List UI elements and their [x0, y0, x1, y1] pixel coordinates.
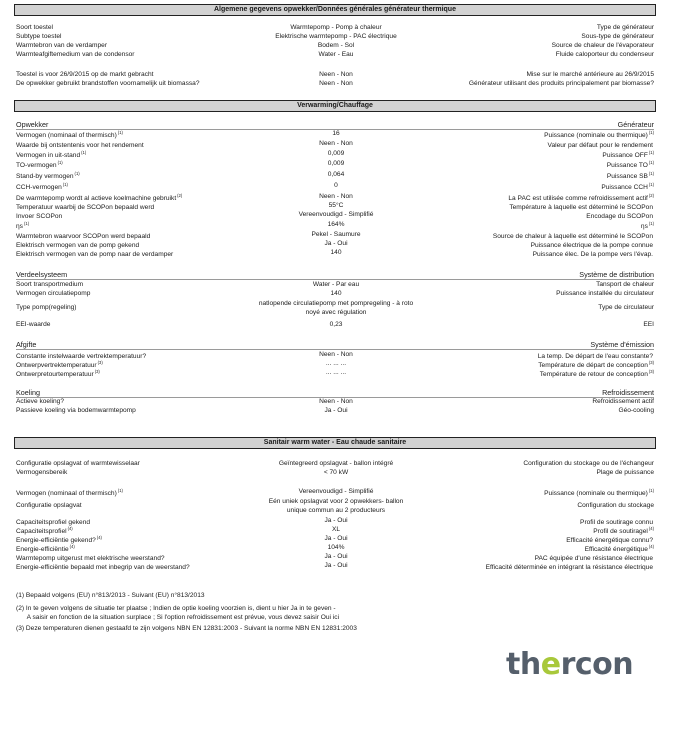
subsection-title-fr: Générateur — [617, 120, 654, 129]
label-fr: La temp. De départ de l'eau constante? — [537, 353, 653, 360]
label-nl: Configuratie opslagvat of warmtewisselaar — [16, 460, 140, 467]
opwekker-row — [16, 183, 654, 192]
section-header-dhw: Sanitair warm water - Eau chaude sanitaire — [14, 437, 656, 449]
afgifte-row — [16, 370, 654, 379]
subsection-title-nl: Verdeelsysteem — [16, 270, 68, 279]
footnote: (1) Bepaald volgens (EU) n°813/2013 - Suivant (EU) n°813/2013 — [16, 592, 205, 599]
opwekker-row — [16, 250, 654, 259]
value: Neen - Non — [319, 351, 353, 358]
subsection-title-fr: Système de distribution — [579, 270, 654, 279]
value: 16 — [332, 130, 340, 137]
value: Water - Par eau — [312, 281, 360, 288]
subsection-title-fr: Système d'émission — [590, 340, 654, 349]
label-nl: Configuratie opslagvat — [16, 502, 82, 509]
label-nl: Elektrisch vermogen van de pomp naar de verdamper — [16, 251, 174, 258]
label-fr: Puissance (nominale ou thermique)$^{(1)}$ — [544, 488, 654, 497]
subsection-title-fr: Refroidissement — [602, 388, 654, 397]
dhw-storage-row — [16, 498, 654, 516]
value: < 70 kW — [323, 469, 349, 476]
label-fr: Efficacité énergétique connu? — [566, 537, 653, 544]
label-nl: Vermogen (nominaal of thermisch)$^{(1)}$ — [16, 488, 123, 497]
value: Ja - Oui — [324, 240, 348, 247]
label-fr: Tansport de chaleur — [596, 281, 654, 288]
opwekker-row — [16, 172, 654, 181]
dhw-row — [16, 470, 654, 479]
pump-type-row — [16, 300, 654, 318]
label-nl: Vermogen in uit-stand$^{(1)}$ — [16, 150, 87, 159]
label-fr: Géo-cooling — [618, 407, 654, 414]
label-nl: Elektrisch vermogen van de pomp gekend — [16, 242, 140, 249]
label-nl: $\eta s^{(1)}$ — [16, 221, 30, 230]
value: Ja - Oui — [324, 407, 348, 414]
value: 0,009 — [327, 150, 345, 157]
label-fr: La PAC est utilisée comme refroidissement actif$^{(2)}$ — [508, 193, 654, 202]
value: 0,009 — [327, 160, 345, 167]
label-fr: Puissance SB$^{(1)}$ — [606, 171, 654, 180]
label-fr: Source de chaleur à laquelle est déterminé le SCOPon — [492, 233, 653, 240]
footnote: A saisir en fonction de la situation surplace ; Si l'option refroidissement est prévue, vous devez saisir Oui ici — [16, 614, 340, 621]
label-fr: Générateur utilisant des produits principalement par biomasse? — [468, 80, 654, 87]
value: ... ... ... — [325, 369, 347, 376]
label-nl: Ontwerpretourtemperatuur$^{(3)}$ — [16, 369, 100, 378]
label-nl: Constante instelwaarde vertrektemperatuur? — [16, 353, 147, 360]
label-nl: Invoer SCOPon — [16, 213, 63, 220]
value: ... ... ... — [325, 360, 347, 367]
value: Pekel - Saumure — [311, 231, 361, 238]
label-fr: Fluide caloporteur du condenseur — [555, 51, 654, 58]
subsection-title-nl: Opwekker — [16, 120, 49, 129]
label-nl: Subtype toestel — [16, 33, 62, 40]
value: XL — [331, 526, 341, 533]
label-nl: Vermogen (nominaal of thermisch)$^{(1)}$ — [16, 130, 123, 139]
section-header-general: Algemene gegevens opwekker/Données générales générateur thermique — [14, 4, 656, 16]
value: natlopende circulatiepomp met pompregeling - à roto noyé avec régulation — [258, 300, 414, 316]
label-fr: EEI — [643, 321, 654, 328]
value: 55°C — [328, 202, 344, 209]
koeling-row — [16, 408, 654, 417]
label-fr: Type de générateur — [596, 24, 654, 31]
subsection-title-nl: Afgifte — [16, 340, 37, 349]
label-nl: Passieve koeling via bodemwarmtepomp — [16, 407, 136, 414]
label-nl: Ontwerpvertrektemperatuur$^{(3)}$ — [16, 360, 103, 369]
value: 164% — [327, 221, 345, 228]
label-fr: Puissance installée du circulateur — [556, 290, 654, 297]
opwekker-row — [16, 131, 654, 140]
eei-row — [16, 322, 654, 331]
label-fr: Profil de soutiragel$^{(4)}$ — [593, 526, 654, 535]
value: 0,064 — [327, 171, 345, 178]
label-fr: Sous-type de générateur — [581, 33, 654, 40]
dhw-power-row — [16, 489, 654, 498]
label-fr: Type de circulateur — [598, 304, 654, 311]
verdeel-row — [16, 291, 654, 300]
divider — [16, 349, 654, 350]
label-nl: Stand-by vermogen$^{(1)}$ — [16, 171, 80, 180]
label-nl: De warmtepomp wordt al actieve koelmachine gebruikt$^{(2)}$ — [16, 193, 183, 202]
label-fr: Température de retour de conception$^{(3)}$ — [539, 369, 654, 378]
value: Vereenvoudigd - Simplifié — [298, 211, 374, 218]
label-fr: Valeur par défaut pour le rendement — [547, 142, 653, 149]
value: Elektrische warmtepomp - PAC électrique — [275, 33, 397, 40]
value: Neen - Non — [319, 71, 353, 78]
subsection-afgifte — [16, 341, 654, 351]
label-fr: Efficacité énergétique$^{(4)}$ — [584, 544, 654, 553]
divider — [16, 279, 654, 280]
label-nl: Soort toestel — [16, 24, 54, 31]
label-fr: Refroidissement actif — [592, 398, 654, 405]
label-nl: Warmtebron van de verdamper — [16, 42, 108, 49]
subsection-verdeelsysteem — [16, 271, 654, 281]
label-nl: Actieve koeling? — [16, 398, 65, 405]
value: Geïntegreerd opslagvat - ballon intégré — [278, 460, 394, 467]
general-row — [16, 81, 654, 90]
logo-wordmark: thercon — [506, 647, 634, 682]
label-nl: Capaciteitsprofiel gekend — [16, 519, 91, 526]
value: Vereenvoudigd - Simplifié — [298, 488, 374, 495]
label-fr: Source de chaleur de l'évaporateur — [551, 42, 654, 49]
value: Neen - Non — [319, 398, 353, 405]
label-nl: Vermogen circulatiepomp — [16, 290, 91, 297]
label-nl: De opwekker gebruikt brandstoffen voornamelijk uit biomassa? — [16, 80, 200, 87]
opwekker-row — [16, 212, 654, 221]
section-header-heating: Verwarming/Chauffage — [14, 100, 656, 112]
label-nl: Type pomp(regeling) — [16, 304, 77, 311]
label-nl: Vermogensbereik — [16, 469, 68, 476]
value: Water - Eau — [318, 51, 354, 58]
opwekker-row — [16, 222, 654, 231]
value: Ja - Oui — [324, 562, 348, 569]
label-fr: Efficacité déterminée en intégrant la résistance électrique — [485, 564, 653, 571]
label-fr: $\eta s^{(1)}$ — [640, 221, 654, 230]
opwekker-row — [16, 151, 654, 160]
label-nl: Warmtepomp uitgerust met elektrische weerstand? — [16, 555, 165, 562]
label-nl: TO-vermogen$^{(1)}$ — [16, 160, 63, 169]
value: Neen - Non — [319, 193, 353, 200]
label-fr: Plage de puissance — [596, 469, 654, 476]
value: Eén uniek opslagvat voor 2 opwekkers- ballon unique commun au 2 producteurs — [268, 498, 404, 514]
label-nl: Capaciteitsprofiel$^{(4)}$ — [16, 526, 73, 535]
label-fr: Configuration du stockage — [577, 502, 654, 509]
footnote: (3) Deze temperaturen dienen gestaafd te zijn volgens NBN EN 12831:2003 - Suivant la norme NBN EN 12831:2003 — [16, 625, 357, 632]
value: Neen - Non — [319, 140, 353, 147]
dhw-row — [16, 563, 654, 572]
label-fr: Encodage du SCOPon — [586, 213, 653, 220]
label-nl: EEI-waarde — [16, 321, 51, 328]
label-fr: Température de départ de conception$^{(3)}$ — [538, 360, 654, 369]
value: Neen - Non — [319, 80, 353, 87]
label-nl: Warmtebron waarvoor SCOPon werd bepaald — [16, 233, 151, 240]
label-fr: PAC équipée d'une résistance électrique — [534, 555, 653, 562]
label-nl: Energie-efficiëntie$^{(4)}$ — [16, 544, 75, 553]
label-fr: Puissance TO$^{(1)}$ — [606, 160, 654, 169]
subsection-title-nl: Koeling — [16, 388, 40, 397]
label-nl: Energie-efficiëntie gekend?$^{(4)}$ — [16, 535, 102, 544]
opwekker-row — [16, 161, 654, 170]
label-nl: Soort transportmedium — [16, 281, 84, 288]
general-row — [16, 52, 654, 61]
value: Warmtepomp - Pomp à chaleur — [290, 24, 382, 31]
value: Ja - Oui — [324, 535, 348, 542]
label-nl: Warmteafgiftemedium van de condensor — [16, 51, 135, 58]
label-nl: Toestel is voor 26/9/2015 op de markt gebracht — [16, 71, 154, 78]
label-nl: Temperatuur waarbij de SCOPon bepaald werd — [16, 204, 155, 211]
value: 104% — [327, 544, 345, 551]
value: 140 — [330, 290, 342, 297]
value: 140 — [330, 249, 342, 256]
value: Ja - Oui — [324, 553, 348, 560]
value: Ja - Oui — [324, 517, 348, 524]
label-fr: Puissance OFF$^{(1)}$ — [602, 150, 654, 159]
value: 0 — [334, 182, 338, 189]
opwekker-row — [16, 141, 654, 150]
label-nl: Energie-efficiëntie bepaald met inbegrip van de weerstand? — [16, 564, 190, 571]
label-fr: Température à laquelle est déterminé le SCOPon — [509, 204, 653, 211]
label-fr: Profil de soutirage connu — [580, 519, 653, 526]
label-fr: Puissance CCH$^{(1)}$ — [601, 182, 654, 191]
thercon-logo — [506, 647, 646, 686]
value: 0,23 — [329, 321, 343, 328]
label-fr: Configuration du stockage ou de l'échangeur — [523, 460, 654, 467]
label-fr: Puissance (nominale ou thermique)$^{(1)}$ — [544, 130, 654, 139]
label-nl: CCH-vermogen$^{(1)}$ — [16, 182, 68, 191]
label-fr: Puissance électrique de la pompe connue — [530, 242, 653, 249]
label-fr: Puissance élec. De la pompe vers l'évap. — [532, 251, 653, 258]
label-nl: Waarde bij ontstentenis voor het rendement — [16, 142, 144, 149]
value: Bodem - Sol — [317, 42, 355, 49]
footnote: (2) In te geven volgens de situatie ter plaatse ; Indien de optie koeling voorzien is, dient u hier Ja in te geven - — [16, 605, 336, 612]
label-fr: Mise sur le marché antérieure au 26/9/2015 — [526, 71, 654, 78]
